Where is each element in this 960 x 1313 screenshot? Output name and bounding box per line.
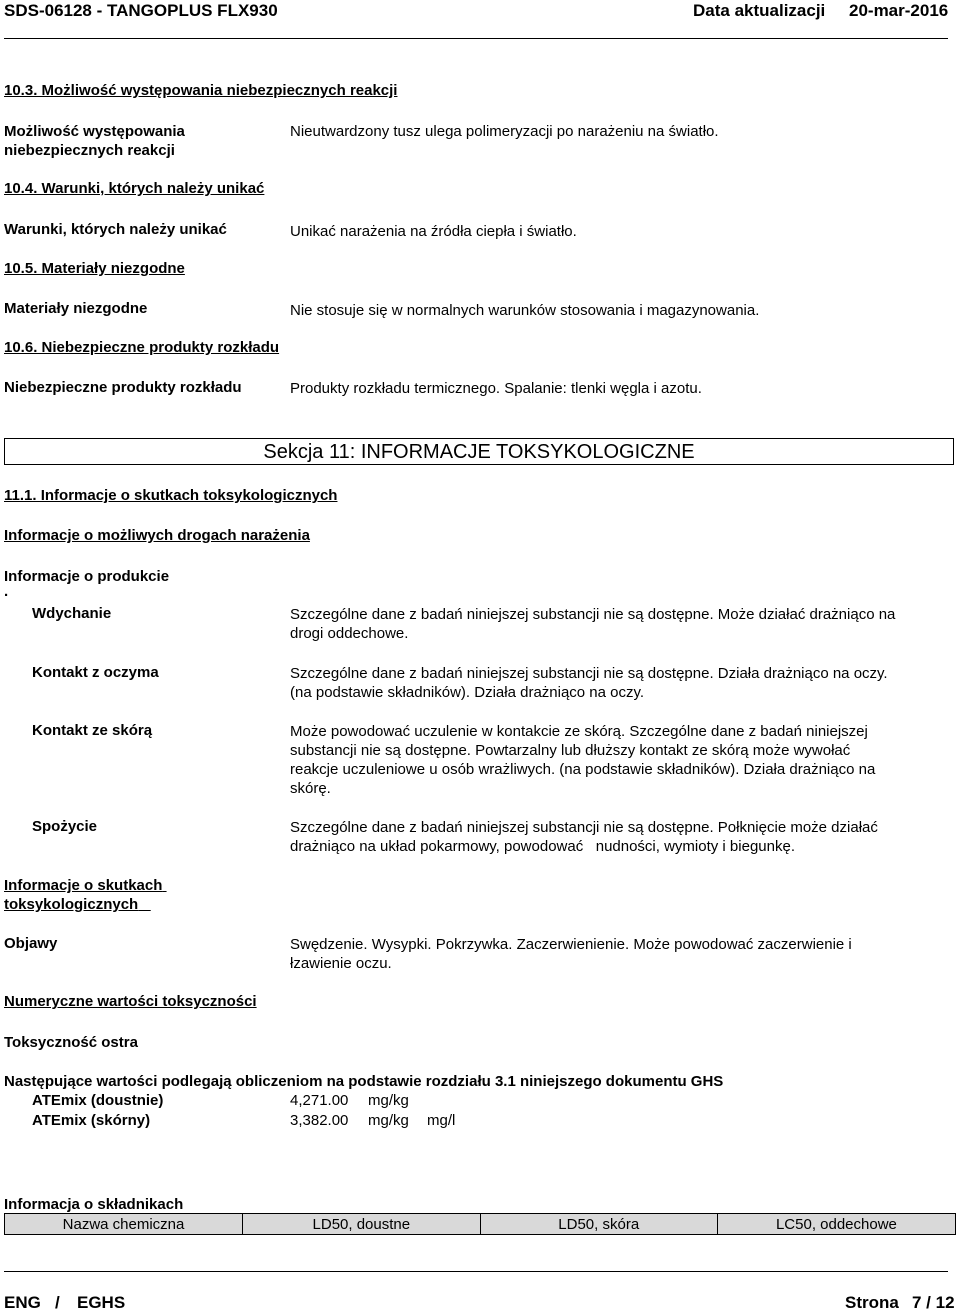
col-lc50-inhalation: LC50, oddechowe	[717, 1214, 955, 1235]
footer-page-value: 7 / 12	[912, 1293, 955, 1312]
numeric-toxicity-heading: Numeryczne wartości toksyczności	[4, 993, 257, 1010]
section-10-4-label: Warunki, których należy unikać	[4, 221, 227, 238]
route-inhalation-label: Wdychanie	[32, 605, 112, 622]
route-ingestion-label: Spożycie	[32, 818, 98, 835]
section-10-4-heading: 10.4. Warunki, których należy unikać	[4, 180, 265, 197]
revision-date-label: Data aktualizacji	[693, 1, 826, 20]
table-header-row	[5, 1214, 956, 1235]
symptoms-label: Objawy	[4, 935, 58, 952]
route-eye-label: Kontakt z oczyma	[32, 664, 159, 681]
section-10-3-heading: 10.3. Możliwość występowania niebezpiecznych reakcji	[4, 82, 398, 99]
col-ld50-dermal: LD50, skóra	[480, 1214, 717, 1235]
calc-note: Następujące wartości podlegają obliczeniom na podstawie rozdziału 3.1 niniejszego dokumentu GHS	[4, 1073, 724, 1090]
atemix-dermal-unit2: mg/l	[427, 1112, 456, 1129]
section-10-6-label: Niebezpieczne produkty rozkładu	[4, 379, 242, 396]
col-chemical-name: Nazwa chemiczna	[5, 1214, 243, 1235]
atemix-oral-unit: mg/kg	[368, 1092, 409, 1109]
section-11-title-box	[4, 438, 954, 465]
components-heading: Informacja o składnikach	[4, 1196, 184, 1213]
section-10-3-value: Nieutwardzony tusz ulega polimeryzacji po narażeniu na światło.	[290, 123, 719, 140]
section-10-4-value: Unikać narażenia na źródła ciepła i światło.	[290, 223, 577, 240]
product-info-dot: .	[4, 583, 9, 600]
section-10-6-value: Produkty rozkładu termicznego. Spalanie: tlenki węgla i azotu.	[290, 380, 702, 397]
route-inhalation-text: Szczególne dane z badań niniejszej substancji nie są dostępne. Może działać drażniąco na drogi oddechowe.	[290, 606, 896, 642]
footer-sep: /	[55, 1293, 60, 1312]
section-10-6-heading: 10.6. Niebezpieczne produkty rozkładu	[4, 339, 280, 356]
revision-date-value: 20-mar-2016	[849, 1, 949, 20]
footer-format: EGHS	[77, 1293, 126, 1312]
atemix-dermal-unit: mg/kg	[368, 1112, 409, 1129]
product-info-label: Informacje o produkcie	[4, 568, 170, 585]
section-11-1-heading: 11.1. Informacje o skutkach toksykologicznych	[4, 487, 338, 504]
acute-toxicity-label: Toksyczność ostra	[4, 1034, 138, 1051]
exposure-routes-heading: Informacje o możliwych drogach narażenia	[4, 527, 310, 544]
route-skin-text: Może powodować uczulenie w kontakcie ze skórą. Szczególne dane z badań niniejszej substancji nie są dostępne. Powtarzalny lub dłuższy kontakt ze skórą może wywołać reakcje uczuleniowe u osób wrażliwych. (na podstawie składników). Działa drażniąco na skórę.	[290, 723, 876, 797]
atemix-oral-value: 4,271.00	[290, 1092, 349, 1109]
route-skin-label: Kontakt ze skórą	[32, 722, 153, 739]
section-10-5-value: Nie stosuje się w normalnych warunków stosowania i magazynowania.	[290, 302, 760, 319]
section-11-title: Sekcja 11: INFORMACJE TOKSYKOLOGICZNE	[263, 441, 695, 463]
section-10-5-heading: 10.5. Materiały niezgodne	[4, 260, 185, 277]
route-eye-text: Szczególne dane z badań niniejszej substancji nie są dostępne. Działa drażniąco na oczy. (na podstawie składników). Działa drażniąco na oczy.	[290, 665, 888, 701]
footer-rule	[4, 1271, 948, 1272]
section-10-5-label: Materiały niezgodne	[4, 300, 148, 317]
route-ingestion-text: Szczególne dane z badań niniejszej substancji nie są dostępne. Połknięcie może działać drażniąco na układ pokarmowy, powodować nudności, wymioty i biegunkę.	[290, 819, 878, 855]
document-id: SDS-06128 - TANGOPLUS FLX930	[4, 1, 278, 20]
tox-effects-heading: Informacje o skutkach toksykologicznych	[4, 877, 163, 913]
section-10-3-label: Możliwość występowania niebezpiecznych reakcji	[4, 123, 185, 159]
atemix-oral-label: ATEmix (doustnie)	[32, 1092, 164, 1109]
atemix-dermal-value: 3,382.00	[290, 1112, 349, 1129]
footer-lang: ENG	[4, 1293, 41, 1312]
symptoms-text: Swędzenie. Wysypki. Pokrzywka. Zaczerwienienie. Może powodować zaczerwienie i łzawienie oczu.	[290, 936, 852, 972]
components-table	[4, 1213, 956, 1235]
header-rule	[4, 38, 948, 39]
footer-page-label: Strona	[845, 1293, 899, 1312]
col-ld50-oral: LD50, doustne	[243, 1214, 481, 1235]
atemix-dermal-label: ATEmix (skórny)	[32, 1112, 151, 1129]
